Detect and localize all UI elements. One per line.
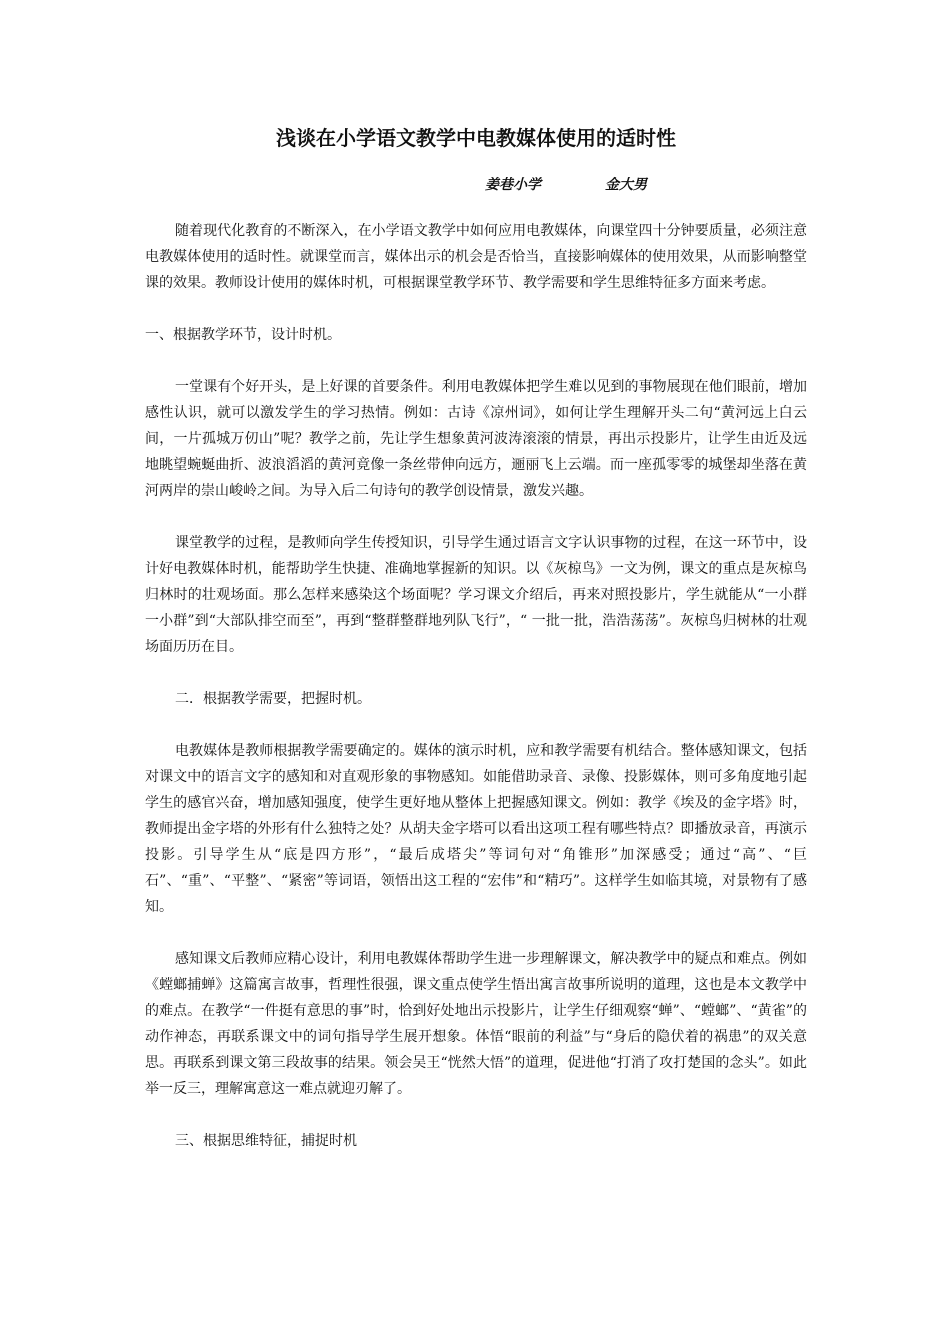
section-2-heading: 二．根据教学需要，把握时机。 (175, 691, 371, 707)
document-body (145, 218, 807, 1180)
section-2-paragraph-2: 感知课文后教师应精心设计，利用电教媒体帮助学生进一步理解课文，解决教学中的疑点和难点。例如《螳螂捕蝉》这篇寓言故事，哲理性很强，课文重点使学生悟出寓言故事所说明的道理，这也是本文教学中的难点。在教学“一件挺有意思的事”时，恰到好处地出示投影片，让学生仔细观察“蝉”、“螳螂”、“黄雀”的动作神态，再联系课文中的词句指导学生展开想象。体悟“眼前的利益”与“身后的隐伏着的祸患”的双关意思。再联系到课文第三段故事的结果。领会吴王“恍然大悟”的道理，促进他“打消了攻打楚国的念头”。如此举一反三，理解寓意这一难点就迎刃解了。 (145, 951, 807, 1097)
intro-paragraph: 随着现代化教育的不断深入，在小学语文教学中如何应用电教媒体，向课堂四十分钟要质量，必须注意电教媒体使用的适时性。就课堂而言，媒体出示的机会是否恰当，直接影响媒体的使用效果，从而影响整堂课的效果。教师设计使用的媒体时机，可根据课堂教学环节、教学需要和学生思维特征多方面来考虑。 (145, 223, 807, 291)
section-1-paragraph-1: 一堂课有个好开头，是上好课的首要条件。利用电教媒体把学生难以见到的事物展现在他们眼前，增加感性认识，就可以激发学生的学习热情。例如：古诗《凉州词》，如何让学生理解开头二句“黄河远上白云间，一片孤城万仞山”呢？教学之前，先让学生想象黄河波涛滚滚的情景，再出示投影片，让学生由近及远地眺望蜿蜒曲折、波浪滔滔的黄河竟像一条丝带伸向远方，逦丽飞上云端。而一座孤零零的城堡却坐落在黄河两岸的崇山峻岭之间。为导入后二句诗句的教学创设情景，激发兴趣。 (145, 379, 807, 499)
author-name: 金大男 (605, 177, 647, 193)
section-1-paragraph-2: 课堂教学的过程，是教师向学生传授知识，引导学生通过语言文字认识事物的过程，在这一环节中，设计好电教媒体时机，能帮助学生快捷、准确地掌握新的知识。以《灰椋鸟》一文为例，课文的重点是灰椋鸟归林时的壮观场面。那么怎样来感染这个场面呢？学习课文介绍后，再来对照投影片，学生就能从“一小群一小群”到“大部队排空而至”，再到“整群整群地列队飞行”，“ 一批一批，浩浩荡荡”。灰椋鸟归树林的壮观场面历历在目。 (145, 535, 807, 655)
section-1-heading: 一、根据教学环节，设计时机。 (145, 327, 341, 343)
section-3-heading: 三、根据思维特征，捕捉时机 (175, 1133, 357, 1149)
document-title: 浅谈在小学语文教学中电教媒体使用的适时性 (276, 126, 676, 150)
school-name: 姜巷小学 (485, 177, 541, 193)
section-2-paragraph-1: 电教媒体是教师根据教学需要确定的。媒体的演示时机，应和教学需要有机结合。整体感知课文，包括对课文中的语言文字的感知和对直观形象的事物感知。如能借助录音、录像、投影媒体，则可多角度地引起学生的感官兴奋，增加感知强度，使学生更好地从整体上把握感知课文。例如：教学《埃及的金字塔》时，教师提出金字塔的外形有什么独特之处？从胡夫金字塔可以看出这项工程有哪些特点？即播放录音，再演示投影。引导学生从“底是四方形”，“最后成塔尖”等词句对“角锥形”加深感受；通过“高”、“巨石”、“重”、“平整”、“紧密”等词语，领悟出这工程的“宏伟”和“精巧”。这样学生如临其境，对景物有了感知。 (145, 743, 807, 915)
byline (485, 175, 647, 195)
